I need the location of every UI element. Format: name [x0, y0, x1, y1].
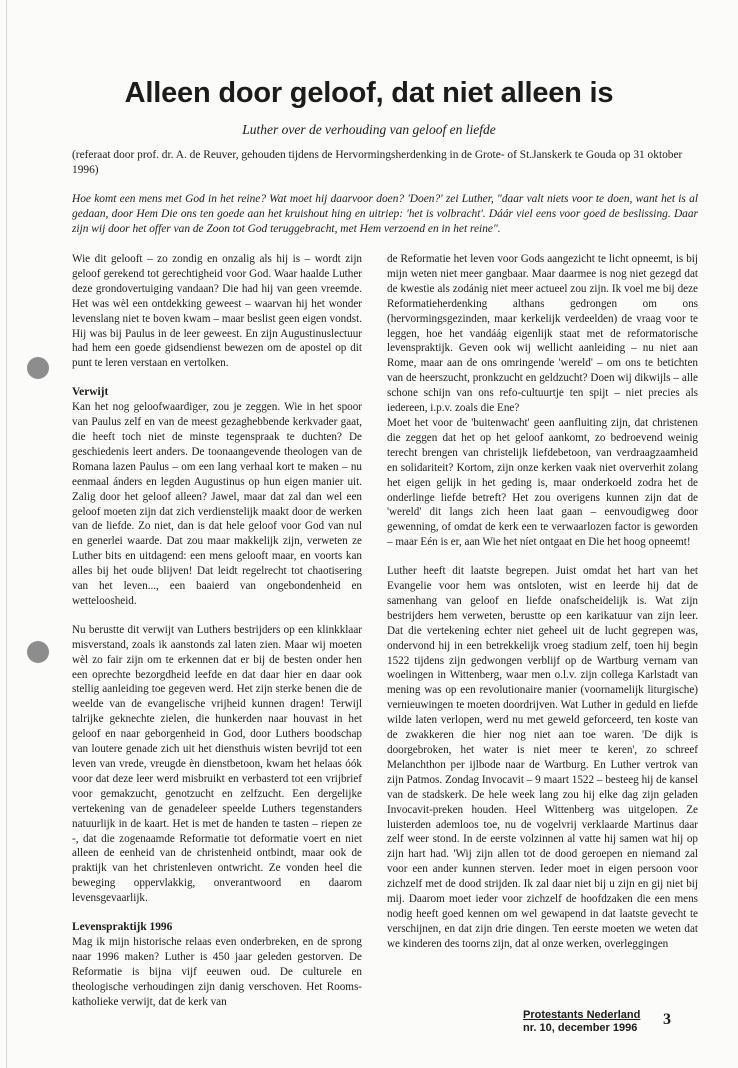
- article-intro: (referaat door prof. dr. A. de Reuver, gehouden tijdens de Hervormingsherdenking in de Grote- of St.Janskerk te Gouda op 31 oktober 1996): [72, 149, 683, 176]
- article-lead: Hoe komt een mens met God in het reine? Wat moet hij daarvoor doen? 'Doen?' zei Luther, "daar valt niets voor te doen, want het is al gedaan, door Hem Die ons ten goede aan het kruishout hing en uitriep: 'het is volbracht'. Dáár viel eens voor goed de beslissing. Daar zijn wij door het offer van de Zoon tot God teruggebracht, met Hem verzoend en in het reine".: [72, 193, 698, 235]
- page-edge-rule: [6, 0, 7, 1068]
- article-title: Alleen door geloof, dat niet alleen is: [124, 77, 614, 109]
- right-column: [387, 252, 698, 952]
- section-heading-verwijt: Verwijt: [72, 386, 109, 399]
- page-number: 3: [663, 1011, 671, 1028]
- paragraph: Nu berustte dit verwijt van Luthers bestrijders op een klinkklaar misverstand, zoals ik aanstonds zal laten zien. Maar wij moeten wèl zo fair zijn om te erkennen dat er bij de besten onder hen een oprechte bezorgdheid leefde en dat daar hier en daar ook stellig aanleiding toe gegeven werd. Het zijn sterke benen die de weelde van de evangelische vrijheid kunnen dragen! Terwijl talrijke geknechte zielen, die hunkerden naar houvast in het geloof en naar geborgenheid in God, door Luthers boodschap van loutere genade zich uit het diensthuis wisten bevrijd tot een leven van vrede, vreugde èn dienstbetoon, kwam het helaas óók voor dat deze leer werd misbruikt en verbasterd tot een vrijbrief voor gemakzucht, genotzucht en zelfzucht. Een dergelijke vertekening van de genadeleer speelde Luthers tegenstanders natuurlijk in de kaart. Het is met de handen te tasten – riepen ze -, dat die zogenaamde Reformatie tot deformatie voert en niet alleen de eenheid van de christenheid ontbindt, maar ook de praktijk van het christenleven ontwricht. Ze vonden heel die beweging oppervlakkig, onverantwoord en daarom levensgevaarlijk.: [72, 623, 362, 905]
- article-subtitle: Luther over de verhouding van geloof en liefde: [242, 122, 496, 137]
- footer: [523, 1009, 640, 1035]
- paragraph: Wie dit gelooft – zo zondig en onzalig als hij is – wordt zijn geloof gerekend tot gerechtigheid voor God. Waar haalde Luther deze grondovertuiging vandaan? Die had hij van geen vreemde. Het was wèl een ontdekking geweest – waarvan hij het wonder levenslang niet te boven kwam – maar beslist geen eigen vondst. Hij was bij Paulus in de leer geweest. En zijn Augustinuslectuur had hem een goede gidsendienst bewezen om de apostel op dit punt te leren verstaan en vertolken.: [72, 253, 362, 370]
- paragraph: Luther heeft dit laatste begrepen. Juist omdat het hart van het Evangelie voor hem was ontsloten, wist en leerde hij dat de samenhang van geloof en liefde onafscheidelijk is. Wat zijn bestrijders hem verweten, berustte op een karikatuur van zijn leer. Dat die vertekening echter niet geheel uit de lucht gegrepen was, ondervond hij in een betrekkelijk vroeg stadium zelf, toen hij begin 1522 tijdens zijn gedwongen verblijf op de Wartburg vernam van woelingen in Wittenberg, waar men o.l.v. zijn collega Karlstadt van mening was op een revolutionaire manier (voornamelijk liturgische) vernieuwingen te moeten doordrijven. Wat Luther in geduld en liefde wilde laten verlopen, werd nu met geweld geforceerd, ten koste van de zwakkeren die hier nog niet aan toe waren. 'De dijk is doorgebroken, het water is niet meer te keren', zo schreef Melanchthon per ijlbode naar de Wartburg. En Luther vertrok van zijn Patmos. Zondag Invocavit – 9 maart 1522 – besteeg hij de kansel van de stadskerk. De hele week lang zou hij elke dag zijn geladen Invocavit-preken houden. Heel Wittenberg was uitgelopen. Ze luisterden ademloos toe, nu de vogelvrij verklaarde Martinus daar zelf weer stond. In de eerste volzinnen al vatte hij samen wat hij op zijn hart had. 'Wij zijn allen tot de dood geroepen en niemand zal voor een ander kunnen sterven. Ieder moet in eigen persoon voor zichzelf met de dood strijden. Ik zal daar niet bij u zijn en gij niet bij mij. Daarom moet ieder voor zichzelf de hoofdzaken die een mens nodig heeft goed kennen om wel gewapend in dat laatste gevecht te verschijnen, en dat zijn drie dingen. Ten eerste moeten we weten dat we kinderen des toorns zijn, dat al onze werken, overleggingen: [387, 565, 698, 950]
- paragraph: Mag ik mijn historische relaas even onderbreken, en de sprong naar 1996 maken? Luther is 450 jaar geleden gestorven. De Reformatie is bijna vijf eeuwen oud. De culturele en theologische verhoudingen zijn danig verschoven. Het Rooms-katholieke verwijt, dat de kerk van: [72, 935, 362, 1008]
- paragraph: de Reformatie het leven voor Gods aangezicht te licht opneemt, is bij mijn weten niet meer gangbaar. Maar daarmee is nog niet gezegd dat de kwestie als zodánig niet meer actueel zou zijn. Ik voel me bij deze Reformatieherdenking althans gedrongen om ons (hervormingsgezinden, maar kerkelijk verdeelden) de vraag voor te leggen, hoe het vandáág eigenlijk staat met de reformatorische levenspraktijk. Geven ook wij wellicht aanleiding – nu niet aan Rome, maar aan de ons omringende 'wereld' – om ons te betichten van de heerszucht, pronkzucht en geldzucht? Doen wij dikwijls – alle schone schijn van ons refo-cultuurtje ten spijt – niet precies als iedereen, i.p.v. zoals die Ene?: [387, 253, 698, 415]
- section-heading-levenspraktijk: Levenspraktijk 1996: [72, 921, 173, 934]
- paragraph: Kan het nog geloofwaardiger, zou je zeggen. Wie in het spoor van Paulus zelf en van de meest gezaghebbende kerkvader gaat, die heeft toch niet de minste tegenspraak te duchten? De geschiedenis leert anders. De toonaangevende theologen van de Romana lazen Paulus – om een lang verhaal kort te maken – nu eenmaal ánders en legden Augustinus op hun eigen manier uit. Zalig door het geloof alleen? Jawel, maar dat zal dan wel een geloof moeten zijn dat zich verdienstelijk maakt door de werken van de liefde. Zo niet, dan is dat hele geloof voor God van nul en generlei waarde. Dat zou maar makkelijk zijn, verweten ze Luther bits en uitdagend: een mens gelooft maar, en voorts kan alles bij het oude blijven! Dat leidt regelrecht tot chaotisering van het leven..., een baaierd van ongebondenheid en wetteloosheid.: [72, 401, 362, 607]
- left-column: [72, 252, 362, 1010]
- punch-hole-top: [27, 357, 49, 379]
- paragraph: Moet het voor de 'buitenwacht' geen aanfluiting zijn, dat christenen die zeggen dat het op het geloof aankomt, zo bedroevend weinig terecht brengen van christelijk liefdebetoon, van verdraagzaamheid en solidariteit? Kortom, zijn onze kerken vaak niet oververhit zolang het eigen gelijk in het geding is, maar onderkoeld zodra het de onderlinge liefde betreft? Het zou overigens kunnen zijn dat de 'wereld' dit langs zich heen laat gaan – eenvoudigweg door gewenning, of omdat de kerk een te verwaarlozen factor is geworden – maar Eén is er, aan Wie het níet ontgaat en Die het hoog opneemt!: [387, 416, 698, 549]
- issue-info: nr. 10, december 1996: [523, 1022, 638, 1034]
- publication-name: Protestants Nederland: [523, 1009, 641, 1021]
- punch-hole-bottom: [27, 641, 49, 663]
